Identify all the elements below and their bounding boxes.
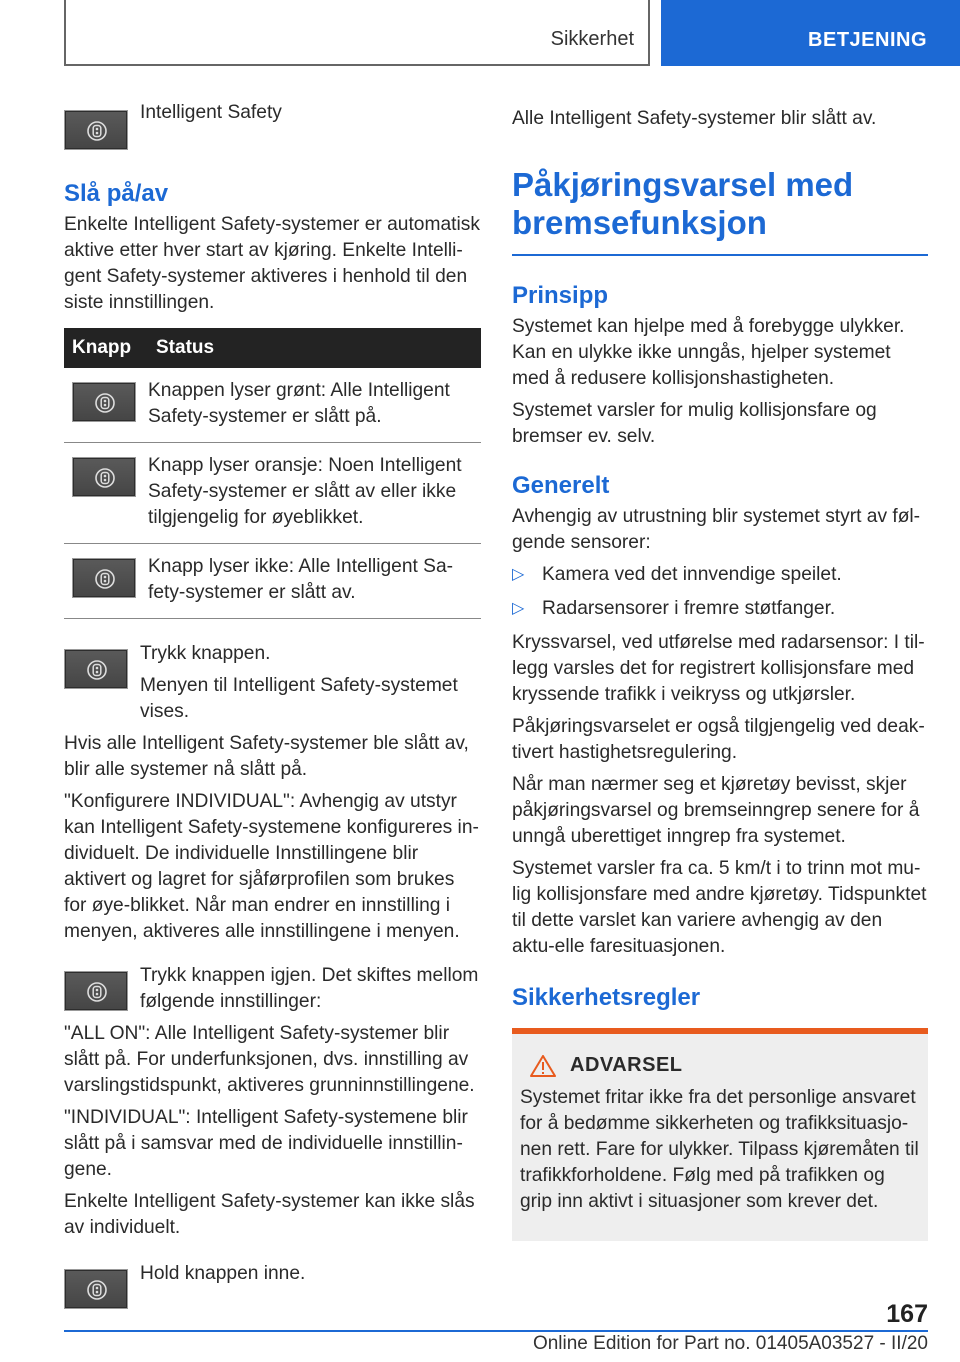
button-green-icon: [72, 382, 136, 422]
triangle-bullet-icon: ▷: [512, 600, 525, 617]
page-number: 167: [886, 1300, 928, 1328]
press-label: Trykk knappen.: [140, 643, 271, 664]
section-tab: [64, 0, 650, 66]
heading-general: Generelt: [512, 472, 610, 499]
paragraph-configure: "Konfigurere INDIVIDUAL": Avhengig av utstyr kan Intelligent Safety-systemene konfigureres in-dividuelt. De individuelle Innstillingene blir aktivert og lagret for sjåførprofilen som brukes for øye-blikket. Når man endrer en innstilling i menyen, aktiveres alle innstillingene i menyen.: [64, 791, 479, 942]
paragraph-all-systems-off: Alle Intelligent Safety-systemer blir slått av.: [512, 108, 877, 129]
table-cell-status: Knapp lyser ikke: Alle Intelligent Sa-fety-systemer er slått av.: [148, 544, 481, 619]
press-again-button-icon: [64, 971, 128, 1011]
chapter-title: BETJENING: [808, 29, 927, 51]
hold-button-icon: [64, 1269, 128, 1309]
sensor-list: [512, 562, 928, 622]
paragraph-all-off: Hvis alle Intelligent Safety-systemer ble slått av, blir alle systemer nå slått på.: [64, 733, 469, 780]
press-again-text: Trykk knappen igjen. Det skiftes mellom følgende innstillinger:: [140, 965, 479, 1012]
section-title: Sikkerhet: [550, 28, 634, 50]
list-item: ▷ Radarsensorer i fremre støtfanger.: [512, 596, 928, 622]
heading-collision-warning: Påkjøringsvarsel med bremsefunksjon: [512, 166, 928, 256]
table-row: [64, 443, 481, 544]
paragraph-general: Avhengig av utrustning blir systemet styrt av føl-gende sensorer:: [512, 506, 921, 553]
table-header-status: Status: [148, 328, 481, 368]
press-menu-text: Menyen til Intelligent Safety-systemet vises.: [140, 675, 458, 722]
table-row: [64, 368, 481, 443]
table-header-button: Knapp: [64, 328, 148, 368]
press-again-row: [64, 963, 481, 1015]
hold-row: [64, 1261, 481, 1305]
table-header-row: [64, 328, 481, 368]
heading-on-off: Slå på/av: [64, 180, 169, 207]
intro-row: [64, 100, 481, 156]
table-row: [64, 544, 481, 619]
warning-box: [512, 1028, 928, 1241]
button-orange-icon: [72, 457, 136, 497]
list-item: ▷ Kamera ved det innvendige speilet.: [512, 562, 928, 588]
heading-principle: Prinsipp: [512, 282, 609, 309]
intelligent-safety-button-icon: [64, 110, 128, 150]
paragraph-cannot: Enkelte Intelligent Safety-systemer kan ikke slås av individuelt.: [64, 1191, 475, 1238]
status-table: [64, 328, 481, 619]
paragraph-speed: Systemet varsler fra ca. 5 km/t i to trinn mot mu-lig kollisjonsfare med andre kjøretøy. Tidspunktet til dette varslet kan variere avhengig av den aktu-elle faresituasjonen.: [512, 858, 927, 957]
warning-header: [520, 1054, 920, 1077]
triangle-bullet-icon: ▷: [512, 566, 525, 583]
paragraph-approach: Når man nærmer seg et kjøretøy bevisst, skjer påkjøringsvarsel og bremseinngrep senere for å unngå uberettiget inngrep fra systemet.: [512, 774, 920, 847]
button-off-icon: [72, 558, 136, 598]
warning-triangle-icon: [530, 1055, 556, 1077]
press-row: [64, 641, 481, 725]
paragraph-deactivated: Påkjøringsvarselet er også tilgjengelig ved deak-tivert hastighetsregulering.: [512, 716, 925, 763]
footer-divider: [64, 1330, 928, 1332]
paragraph-on-off: Enkelte Intelligent Safety-systemer er automatisk aktive etter hver start av kjøring. Enkelte Intelli-gent Safety-systemer aktiveres i henhold til den siste innstillingen.: [64, 214, 480, 313]
page-header: [0, 0, 960, 66]
left-column: [64, 100, 481, 1311]
table-cell-status: Knapp lyser oransje: Noen Intelligent Safety-systemer er slått av eller ikke tilgjengelig for øyeblikket.: [148, 443, 481, 544]
warning-text: Systemet fritar ikke fra det personlige ansvaret for å bedømme sikkerheten og trafikksituasjo-nen rett. Fare for ulykker. Tilpass kjøremåten til trafikkforholdene. Følg med på trafikken og grip inn aktivt i situasjoner som krever det.: [520, 1087, 919, 1212]
paragraph-principle-2: Systemet varsler for mulig kollisjonsfare og bremser ev. selv.: [512, 400, 877, 447]
hold-label: Hold knappen inne.: [140, 1263, 306, 1284]
paragraph-all-on: "ALL ON": Alle Intelligent Safety-systemer blir slått på. For underfunksjonen, dvs. innstilling av varslingstidspunkt, aktiveres grunninnstillingene.: [64, 1023, 475, 1096]
paragraph-individual: "INDIVIDUAL": Intelligent Safety-systemene blir slått på i samsvar med de individuelle innstillin-gene.: [64, 1107, 468, 1180]
right-column: [512, 100, 928, 1241]
footer-edition: Online Edition for Part no. 01405A03527 - II/20: [532, 1333, 928, 1354]
intro-label: Intelligent Safety: [140, 102, 282, 123]
paragraph-cross-traffic: Kryssvarsel, ved utførelse med radarsensor: I til-legg varsles det for registrert kollisjonsfare med kryssende trafikk i veikryss og utkjørsler.: [512, 632, 925, 705]
heading-safety-rules: Sikkerhetsregler: [512, 984, 701, 1011]
chapter-tab: [661, 0, 960, 66]
warning-title: ADVARSEL: [570, 1054, 683, 1076]
paragraph-principle-1: Systemet kan hjelpe med å forebygge ulykker. Kan en ulykke ikke unngås, hjelper systemet med å redusere kollisjonshastigheten.: [512, 316, 905, 389]
press-button-icon: [64, 649, 128, 689]
table-cell-status: Knappen lyser grønt: Alle Intelligent Safety-systemer er slått på.: [148, 368, 481, 443]
